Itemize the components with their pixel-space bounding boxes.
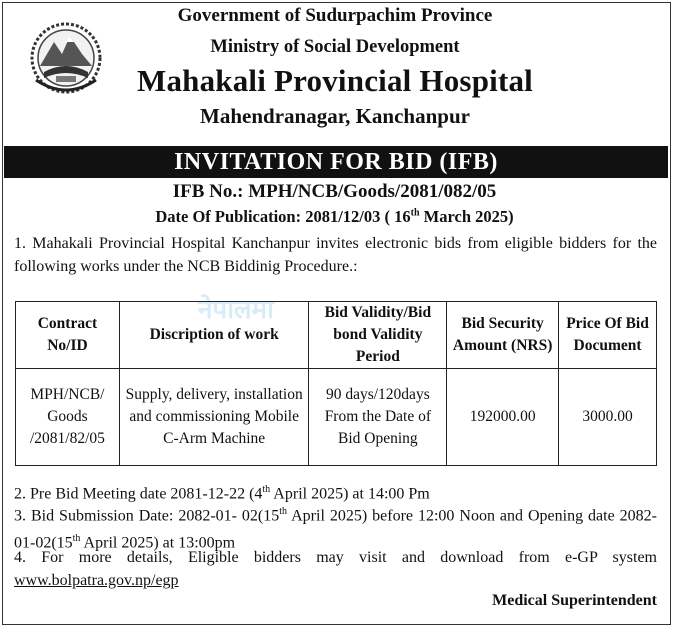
ifb-number: IFB No.: MPH/NCB/Goods/2081/082/05	[172, 181, 497, 202]
cell-bid-security: 192000.00	[447, 369, 559, 466]
header-bid-security: Bid Security Amount (NRS)	[447, 302, 559, 369]
hospital-location: Mahendranagar, Kanchanpur	[200, 104, 470, 128]
hospital-name: Mahakali Provincial Hospital	[136, 63, 533, 98]
watermark: नेपालमा	[198, 295, 274, 325]
publication-date: Date Of Publication: 2081/12/03 ( 16th March 2025)	[155, 207, 514, 226]
header-bid-validity: Bid Validity/Bid bond Validity Period	[309, 302, 447, 369]
egp-link[interactable]: www.bolpatra.gov.np/egp	[14, 572, 179, 589]
pre-bid-meeting: 2. Pre Bid Meeting date 2081-12-22 (4th April 2025) at 14:00 Pm	[14, 484, 430, 503]
ministry-line: Ministry of Social Development	[210, 37, 460, 57]
cell-contract-no: MPH/NCB/ Goods /2081/82/05	[16, 369, 120, 466]
table-row	[16, 369, 657, 466]
bid-table	[15, 301, 657, 466]
nepal-emblem-icon	[26, 20, 106, 96]
header-description: Discription of work	[119, 302, 309, 369]
government-line: Government of Sudurpachim Province	[177, 5, 493, 26]
ifb-title-banner: INVITATION FOR BID (IFB)	[4, 146, 668, 178]
header-price: Price Of Bid Document	[559, 302, 657, 369]
cell-description: Supply, delivery, installation and commissioning Mobile C-Arm Machine	[119, 369, 309, 466]
header-contract-no: Contract No/ID	[16, 302, 120, 369]
table-header-row	[16, 302, 657, 369]
cell-bid-validity: 90 days/120days From the Date of Bid Opening	[309, 369, 447, 466]
signature: Medical Superintendent	[492, 592, 657, 609]
cell-price: 3000.00	[559, 369, 657, 466]
bid-submission: 3. Bid Submission Date: 2082-01- 02(15th April 2025) before 12:00 Noon and Opening date 2082-01-02(15th April 2025) at 13:00pm	[14, 506, 657, 552]
invitation-paragraph: 1. Mahakali Provincial Hospital Kanchanpur invites electronic bids from eligible bidders for the following works under the NCB Biddinig Procedure.:	[14, 235, 657, 275]
more-details: 4. For more details, Eligible bidders may visit and download from e-GP system www.bolpatra.gov.np/egp	[14, 549, 657, 589]
